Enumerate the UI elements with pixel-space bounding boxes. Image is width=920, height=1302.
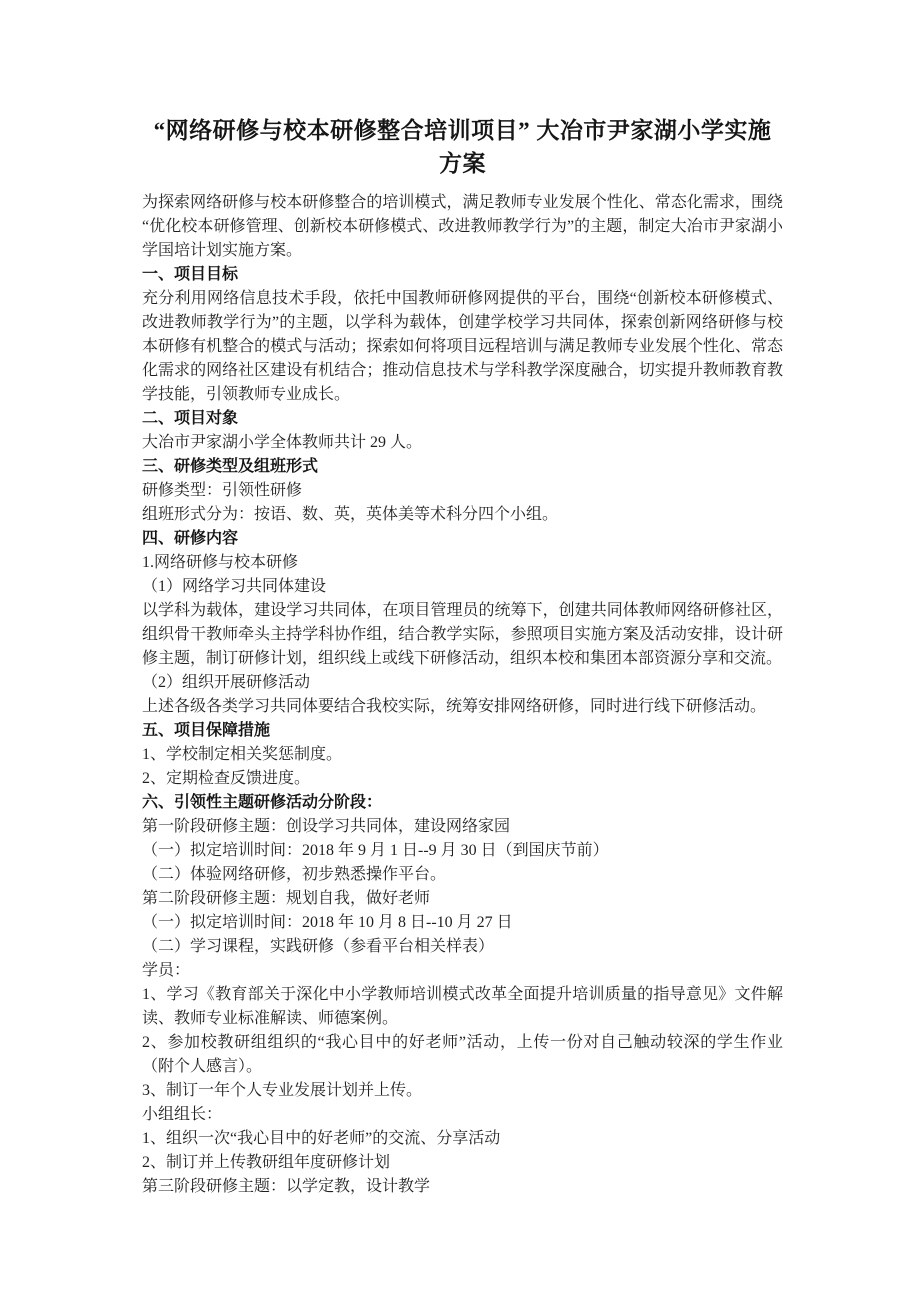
- section-heading: 二、项目对象: [142, 410, 239, 427]
- paragraph: （1）网络学习共同体建设: [142, 578, 327, 595]
- section-heading: 六、引领性主题研修活动分阶段：: [142, 794, 383, 811]
- document-title: “网络研修与校本研修整合培训项目” 大冶市尹家湖小学实施方案: [153, 118, 772, 176]
- section-heading: 五、项目保障措施: [142, 722, 271, 739]
- paragraph: 为探索网络研修与校本研修整合的培训模式，满足教师专业发展个性化、常态化需求，围绕“优化校本研修管理、创新校本研修模式、改进教师教学行为”的主题，制定大冶市尹家湖小学国培计划实施方案。: [142, 194, 783, 259]
- paragraph: 1.网络研修与校本研修: [142, 554, 299, 571]
- section-heading: 三、研修类型及组班形式: [142, 458, 319, 475]
- section-heading: 四、研修内容: [142, 530, 239, 547]
- paragraph: 3、制订一年个人专业发展计划并上传。: [142, 1082, 423, 1099]
- document-body: [142, 191, 783, 1199]
- paragraph: （2）组织开展研修活动: [142, 674, 311, 691]
- paragraph: 第三阶段研修主题：以学定教，设计教学: [142, 1178, 431, 1195]
- paragraph: 学员：: [142, 962, 191, 979]
- paragraph: 2、制订并上传教研组年度研修计划: [142, 1154, 391, 1171]
- paragraph: 1、学习《教育部关于深化中小学教师培训模式改革全面提升培训质量的指导意见》文件解读、教师专业标准解读、师德案例。: [142, 986, 783, 1027]
- paragraph: （二）学习课程，实践研修（参看平台相关样表）: [142, 938, 495, 955]
- paragraph: 2、参加校教研组组织的“我心目中的好老师”活动，上传一份对自己触动较深的学生作业（附个人感言）。: [142, 1034, 783, 1075]
- paragraph: 上述各级各类学习共同体要结合我校实际，统筹安排网络研修，同时进行线下研修活动。: [142, 698, 767, 715]
- paragraph: 大冶市尹家湖小学全体教师共计 29 人。: [142, 434, 423, 451]
- paragraph: 研修类型：引领性研修: [142, 482, 303, 499]
- paragraph: 1、组织一次“我心目中的好老师”的交流、分享活动: [142, 1130, 501, 1147]
- paragraph: 1、学校制定相关奖惩制度。: [142, 746, 343, 763]
- document-page: [142, 114, 783, 1199]
- paragraph: （二）体验网络研修，初步熟悉操作平台。: [142, 866, 447, 883]
- section-heading: 一、项目目标: [142, 266, 239, 283]
- paragraph: 充分利用网络信息技术手段，依托中国教师研修网提供的平台，围绕“创新校本研修模式、改进教师教学行为”的主题，以学科为载体，创建学校学习共同体，探索创新网络研修与校本研修有机整合的模式与活动；探索如何将项目远程培训与满足教师专业发展个性化、常态化需求的网络社区建设有机结合；推动信息技术与学科教学深度融合，切实提升教师教育教学技能，引领教师专业成长。: [142, 290, 783, 403]
- paragraph: 第一阶段研修主题：创设学习共同体，建设网络家园: [142, 818, 511, 835]
- paragraph: （一）拟定培训时间：2018 年 10 月 8 日--10 月 27 日: [142, 914, 513, 931]
- paragraph: （一）拟定培训时间：2018 年 9 月 1 日--9 月 30 日（到国庆节前）: [142, 842, 609, 859]
- paragraph: 组班形式分为：按语、数、英，英体美等术科分四个小组。: [142, 506, 559, 523]
- paragraph: 以学科为载体，建设学习共同体，在项目管理员的统筹下，创建共同体教师网络研修社区，组织骨干教师牵头主持学科协作组，结合教学实际，参照项目实施方案及活动安排，设计研修主题，制订研修计划，组织线上或线下研修活动，组织本校和集团本部资源分享和交流。: [142, 602, 783, 667]
- paragraph: 2、定期检查反馈进度。: [142, 770, 311, 787]
- paragraph: 第二阶段研修主题：规划自我，做好老师: [142, 890, 431, 907]
- paragraph: 小组组长：: [142, 1106, 223, 1123]
